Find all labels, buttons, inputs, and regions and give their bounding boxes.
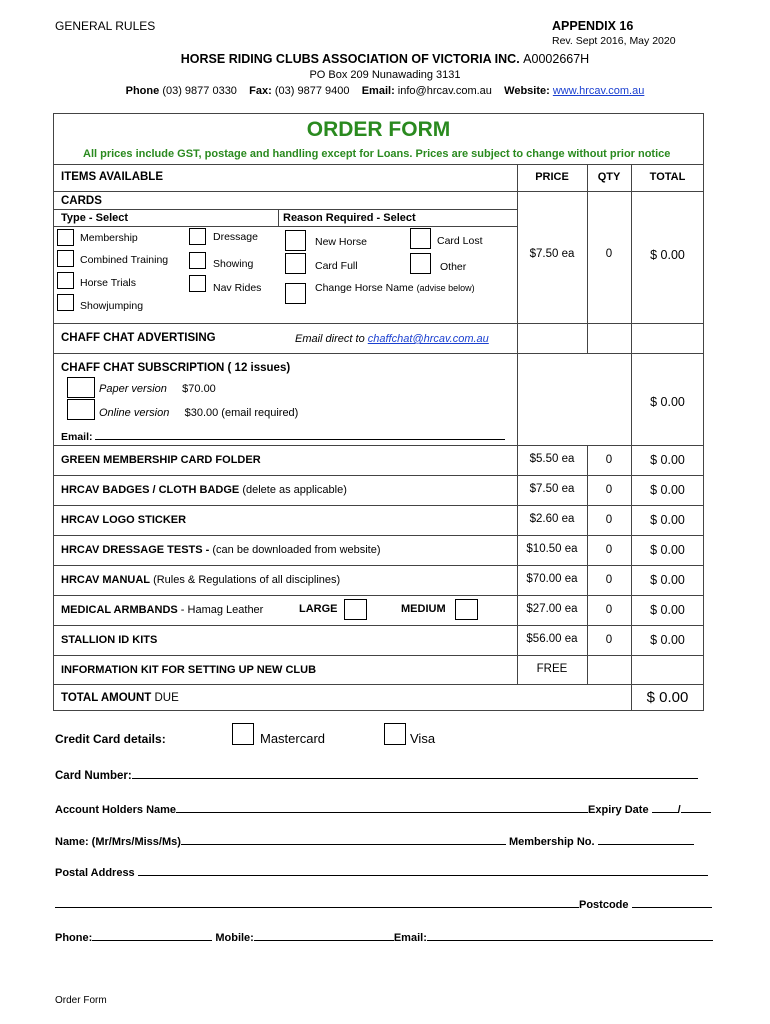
subscription-email-line[interactable] xyxy=(95,429,505,440)
divider xyxy=(53,353,517,354)
divider xyxy=(53,505,704,506)
total-amount-value: $ 0.00 xyxy=(646,689,689,706)
item-qty[interactable]: 0 xyxy=(605,604,613,616)
column-divider xyxy=(278,209,279,226)
dressage-label: Dressage xyxy=(213,231,258,243)
other-checkbox[interactable] xyxy=(410,253,431,274)
divider xyxy=(53,445,704,446)
account-holder-field[interactable] xyxy=(55,802,711,816)
total-amount-due: DUE xyxy=(154,692,179,704)
postcode-label: Postcode xyxy=(579,899,629,911)
email-direct-text: Email direct to xyxy=(295,333,365,345)
divider xyxy=(53,191,704,192)
item-price: $10.50 ea xyxy=(526,543,578,555)
item-note: (Rules & Regulations of all disciplines) xyxy=(153,574,341,586)
column-divider xyxy=(587,445,588,684)
subscription-total: $ 0.00 xyxy=(650,395,685,409)
divider xyxy=(53,655,704,656)
item-label xyxy=(61,484,347,496)
item-total: $ 0.00 xyxy=(650,483,685,497)
total-amount-bold: TOTAL AMOUNT xyxy=(61,692,152,704)
email-label: Email: xyxy=(361,85,395,97)
postcode-field[interactable] xyxy=(55,897,712,911)
divider xyxy=(53,625,704,626)
col-total-header: TOTAL xyxy=(649,171,686,183)
nav-rides-checkbox[interactable] xyxy=(189,275,206,292)
fax-label: Fax: xyxy=(249,85,272,97)
item-total: $ 0.00 xyxy=(650,573,685,587)
subscription-email-label: Email: xyxy=(61,431,93,443)
change-horse-name-text: Change Horse Name xyxy=(315,282,414,294)
postal-address-label: Postal Address xyxy=(55,867,135,879)
chaff-chat-email-link[interactable]: chaffchat@hrcav.com.au xyxy=(367,333,489,345)
item-name: GREEN MEMBERSHIP CARD FOLDER xyxy=(61,454,261,466)
item-total: $ 0.00 xyxy=(650,513,685,527)
card-number-label: Card Number: xyxy=(55,770,132,782)
item-total: $ 0.00 xyxy=(650,543,685,557)
other-label: Other xyxy=(440,261,467,273)
dressage-checkbox[interactable] xyxy=(189,228,206,245)
mastercard-label: Mastercard xyxy=(260,731,326,746)
online-version-price: $30.00 (email required) xyxy=(184,407,299,419)
expiry-label: Expiry Date xyxy=(588,804,649,816)
visa-label: Visa xyxy=(410,731,436,746)
website-label: Website: xyxy=(504,85,550,97)
credit-card-label: Credit Card details: xyxy=(55,732,166,746)
item-name: HRCAV LOGO STICKER xyxy=(61,514,187,526)
item-name: HRCAV DRESSAGE TESTS - xyxy=(61,544,210,556)
item-note: (delete as applicable) xyxy=(242,484,347,496)
showjumping-label: Showjumping xyxy=(80,300,144,312)
contact-line xyxy=(0,85,770,97)
cards-price: $7.50 ea xyxy=(529,248,575,260)
order-form-title: ORDER FORM xyxy=(306,118,451,141)
footer-label: Order Form xyxy=(55,995,107,1006)
card-lost-label: Card Lost xyxy=(437,235,483,247)
postal-address-line-2[interactable] xyxy=(55,897,579,908)
item-note: (can be downloaded from website) xyxy=(212,544,381,556)
fax-value: (03) 9877 9400 xyxy=(274,85,350,97)
item-qty[interactable]: 0 xyxy=(605,574,613,586)
item-name: HRCAV MANUAL xyxy=(61,574,151,586)
item-price: $27.00 ea xyxy=(526,603,578,615)
phone-label: Phone xyxy=(125,85,160,97)
item-label xyxy=(61,454,261,466)
mobile-field-label: Mobile: xyxy=(215,932,254,944)
chaff-chat-email-line xyxy=(295,333,489,345)
item-name: INFORMATION KIT FOR SETTING UP NEW CLUB xyxy=(61,664,317,676)
chaff-chat-advertising-label: CHAFF CHAT ADVERTISING xyxy=(61,332,216,344)
item-label xyxy=(61,604,263,616)
card-full-label: Card Full xyxy=(315,260,358,272)
website-link[interactable]: www.hrcav.com.au xyxy=(552,85,645,97)
type-select-label: Type - Select xyxy=(61,212,129,224)
postal-address-field[interactable] xyxy=(55,865,708,879)
membership-label: Membership xyxy=(80,232,138,244)
paper-version-checkbox[interactable] xyxy=(67,377,95,398)
card-lost-checkbox[interactable] xyxy=(410,228,431,249)
col-qty-header: QTY xyxy=(597,171,621,183)
visa-checkbox[interactable] xyxy=(384,723,406,745)
expiry-separator: / xyxy=(677,804,681,816)
item-price: $5.50 ea xyxy=(529,453,575,465)
item-qty[interactable]: 0 xyxy=(605,634,613,646)
membership-checkbox[interactable] xyxy=(57,229,74,246)
card-number-field[interactable] xyxy=(55,768,698,782)
item-price: $2.60 ea xyxy=(529,513,575,525)
showjumping-checkbox[interactable] xyxy=(57,294,74,311)
online-version-label: Online version xyxy=(99,407,170,419)
membership-no-line[interactable] xyxy=(598,834,694,845)
expiry-month-line[interactable] xyxy=(652,802,678,813)
item-label xyxy=(61,514,186,526)
item-price: $7.50 ea xyxy=(529,483,575,495)
divider xyxy=(53,565,704,566)
cards-total: $ 0.00 xyxy=(650,248,685,262)
combined-training-label: Combined Training xyxy=(80,254,169,266)
advise-below-note: (advise below) xyxy=(416,283,475,293)
paper-version-line xyxy=(99,383,216,395)
divider xyxy=(53,164,704,165)
expiry-year-line[interactable] xyxy=(681,802,711,813)
total-amount-label xyxy=(61,692,179,704)
item-qty[interactable]: 0 xyxy=(605,544,613,556)
chaff-chat-subscription-label: CHAFF CHAT SUBSCRIPTION ( 12 issues) xyxy=(61,362,291,374)
armband-medium-label: MEDIUM xyxy=(401,603,446,615)
item-qty[interactable]: 0 xyxy=(605,484,613,496)
order-form-subtitle: All prices include GST, postage and handling except for Loans. Prices are subject to change without prior notice xyxy=(83,148,671,160)
item-label xyxy=(61,634,157,646)
item-name: MEDICAL ARMBANDS xyxy=(61,604,178,616)
armband-large-checkbox[interactable] xyxy=(344,599,367,620)
col-price-header: PRICE xyxy=(535,171,569,183)
change-horse-name-label xyxy=(315,282,475,294)
item-note: - Hamag Leather xyxy=(180,604,264,616)
postal-address-line[interactable] xyxy=(138,865,708,876)
online-version-checkbox[interactable] xyxy=(67,399,95,420)
po-box: PO Box 209 Nunawading 3131 xyxy=(309,69,461,81)
cards-heading: CARDS xyxy=(61,195,102,207)
divider xyxy=(53,475,704,476)
phone-value: (03) 9877 0330 xyxy=(162,85,237,97)
armband-medium-checkbox[interactable] xyxy=(455,599,478,620)
item-total: $ 0.00 xyxy=(650,453,685,467)
divider xyxy=(53,595,704,596)
item-total: $ 0.00 xyxy=(650,633,685,647)
showing-label: Showing xyxy=(213,258,254,270)
item-label xyxy=(61,574,340,586)
name-field[interactable]: Name: (Mr/Mrs/Miss/Ms) Membership No. xyxy=(55,834,694,848)
item-price: $56.00 ea xyxy=(526,633,578,645)
new-horse-checkbox[interactable] xyxy=(285,230,306,251)
divider xyxy=(517,353,704,354)
horse-trials-label: Horse Trials xyxy=(80,277,137,289)
divider xyxy=(53,323,704,324)
nav-rides-label: Nav Rides xyxy=(213,282,262,294)
divider xyxy=(53,684,704,685)
org-registration: A0002667H xyxy=(523,52,590,66)
item-name: HRCAV BADGES / CLOTH BADGE xyxy=(61,484,240,496)
membership-no-label: Membership No xyxy=(508,836,592,848)
name-line[interactable] xyxy=(181,834,506,845)
new-horse-label: New Horse xyxy=(315,236,367,248)
mastercard-checkbox[interactable] xyxy=(232,723,254,745)
name-label: Name: (Mr/Mrs/Miss/Ms) xyxy=(55,836,181,848)
item-qty[interactable]: 0 xyxy=(605,454,613,466)
item-total: $ 0.00 xyxy=(650,603,685,617)
item-label xyxy=(61,544,381,556)
online-version-line xyxy=(99,407,298,419)
item-label xyxy=(61,664,316,676)
general-rules-label: GENERAL RULES xyxy=(55,19,156,33)
reason-select-label: Reason Required - Select xyxy=(283,212,416,224)
email-field-label: Email: xyxy=(393,932,427,944)
contact-fields[interactable] xyxy=(55,930,713,944)
armband-large-label: LARGE xyxy=(299,603,338,615)
divider xyxy=(53,535,704,536)
combined-training-checkbox[interactable] xyxy=(57,250,74,267)
item-name: STALLION ID KITS xyxy=(61,634,158,646)
phone-field-label: Phone: xyxy=(55,932,93,944)
paper-version-price: $70.00 xyxy=(182,383,216,395)
email-value[interactable]: info@hrcav.com.au xyxy=(397,85,492,97)
account-holder-line[interactable] xyxy=(176,802,588,813)
card-full-checkbox[interactable] xyxy=(285,253,306,274)
postcode-line[interactable] xyxy=(632,897,712,908)
org-name: HORSE RIDING CLUBS ASSOCIATION OF VICTORIA INC. xyxy=(180,52,520,66)
paper-version-label: Paper version xyxy=(99,383,167,395)
subscription-email-field[interactable] xyxy=(61,429,505,443)
divider xyxy=(53,209,517,210)
appendix-label: APPENDIX 16 xyxy=(552,19,634,33)
item-price: FREE xyxy=(536,663,568,675)
cards-qty[interactable]: 0 xyxy=(605,248,613,260)
mobile-line[interactable] xyxy=(254,930,394,941)
col-items-header: ITEMS AVAILABLE xyxy=(61,171,164,183)
horse-trials-checkbox[interactable] xyxy=(57,272,74,289)
item-price: $70.00 ea xyxy=(526,573,578,585)
account-holder-label: Account Holders Name xyxy=(55,804,177,816)
showing-checkbox[interactable] xyxy=(189,252,206,269)
item-qty[interactable]: 0 xyxy=(605,514,613,526)
revision-label: Rev. Sept 2016, May 2020 xyxy=(552,35,676,47)
organization-title xyxy=(0,52,770,66)
email-line[interactable] xyxy=(427,930,713,941)
change-horse-name-checkbox[interactable] xyxy=(285,283,306,304)
phone-line[interactable] xyxy=(92,930,212,941)
divider xyxy=(53,226,517,227)
card-number-line[interactable] xyxy=(132,768,698,779)
